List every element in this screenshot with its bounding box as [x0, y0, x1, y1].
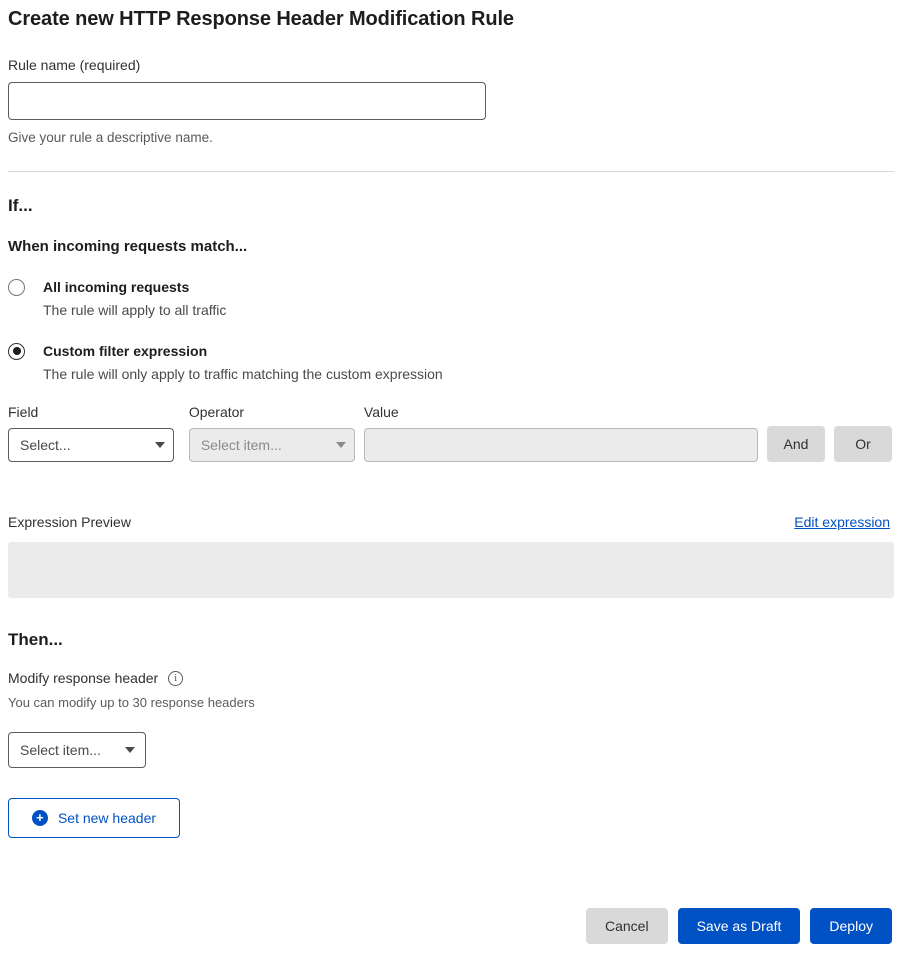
and-button[interactable]: And	[767, 426, 825, 462]
radio-option-description: The rule will only apply to traffic matching the custom expression	[43, 365, 443, 382]
radio-option-custom-filter-expression[interactable]	[8, 341, 892, 385]
expression-preview-box	[8, 542, 894, 598]
plus-icon: +	[32, 810, 48, 826]
radio-option-title: Custom filter expression	[43, 342, 208, 359]
expression-builder-row	[8, 404, 892, 462]
section-divider	[8, 171, 894, 172]
rule-name-input[interactable]	[8, 82, 486, 120]
field-select-value: Select...	[20, 437, 71, 454]
response-header-action-value: Select item...	[20, 742, 101, 759]
set-new-header-button[interactable]	[8, 798, 180, 838]
modify-response-header-row	[8, 670, 892, 686]
page-title: Create new HTTP Response Header Modification Rule	[8, 8, 514, 30]
modify-response-header-label: Modify response header	[8, 670, 159, 687]
rule-name-label: Rule name (required)	[8, 57, 141, 73]
chevron-down-icon	[125, 747, 135, 753]
rule-name-helper: Give your rule a descriptive name.	[8, 130, 213, 145]
expression-preview-header	[8, 514, 890, 530]
or-button[interactable]: Or	[834, 426, 892, 462]
then-section-heading: Then...	[8, 630, 63, 650]
operator-column	[189, 404, 355, 462]
match-type-radio-group	[6, 277, 892, 384]
field-select[interactable]	[8, 428, 174, 462]
deploy-button[interactable]: Deploy	[810, 908, 892, 944]
value-input[interactable]	[364, 428, 758, 462]
radio-circle-selected-icon[interactable]	[8, 343, 25, 360]
radio-option-title: All incoming requests	[43, 279, 190, 295]
footer-actions	[586, 908, 892, 944]
radio-option-all-incoming-requests[interactable]	[8, 277, 892, 321]
info-icon[interactable]: i	[168, 671, 183, 686]
value-label: Value	[363, 404, 399, 421]
create-rule-page	[0, 8, 898, 955]
if-section-heading: If...	[8, 196, 33, 215]
header-limit-text: You can modify up to 30 response headers	[8, 695, 255, 711]
expression-preview-label: Expression Preview	[8, 514, 131, 531]
field-label: Field	[8, 404, 39, 421]
chevron-down-icon	[336, 442, 346, 448]
save-as-draft-button[interactable]: Save as Draft	[678, 908, 801, 944]
field-column	[8, 404, 174, 462]
chevron-down-icon	[155, 442, 165, 448]
set-new-header-label: Set new header	[57, 810, 157, 827]
if-section-subheading: When incoming requests match...	[8, 238, 248, 255]
radio-option-description: The rule will apply to all traffic	[43, 302, 227, 319]
value-column	[364, 404, 758, 462]
response-header-action-select[interactable]	[8, 732, 146, 768]
operator-select[interactable]	[189, 428, 355, 462]
radio-circle-icon[interactable]	[8, 279, 25, 296]
edit-expression-link[interactable]: Edit expression	[794, 514, 890, 531]
cancel-button[interactable]: Cancel	[586, 908, 668, 944]
operator-label: Operator	[188, 404, 245, 421]
operator-select-value: Select item...	[200, 437, 282, 454]
